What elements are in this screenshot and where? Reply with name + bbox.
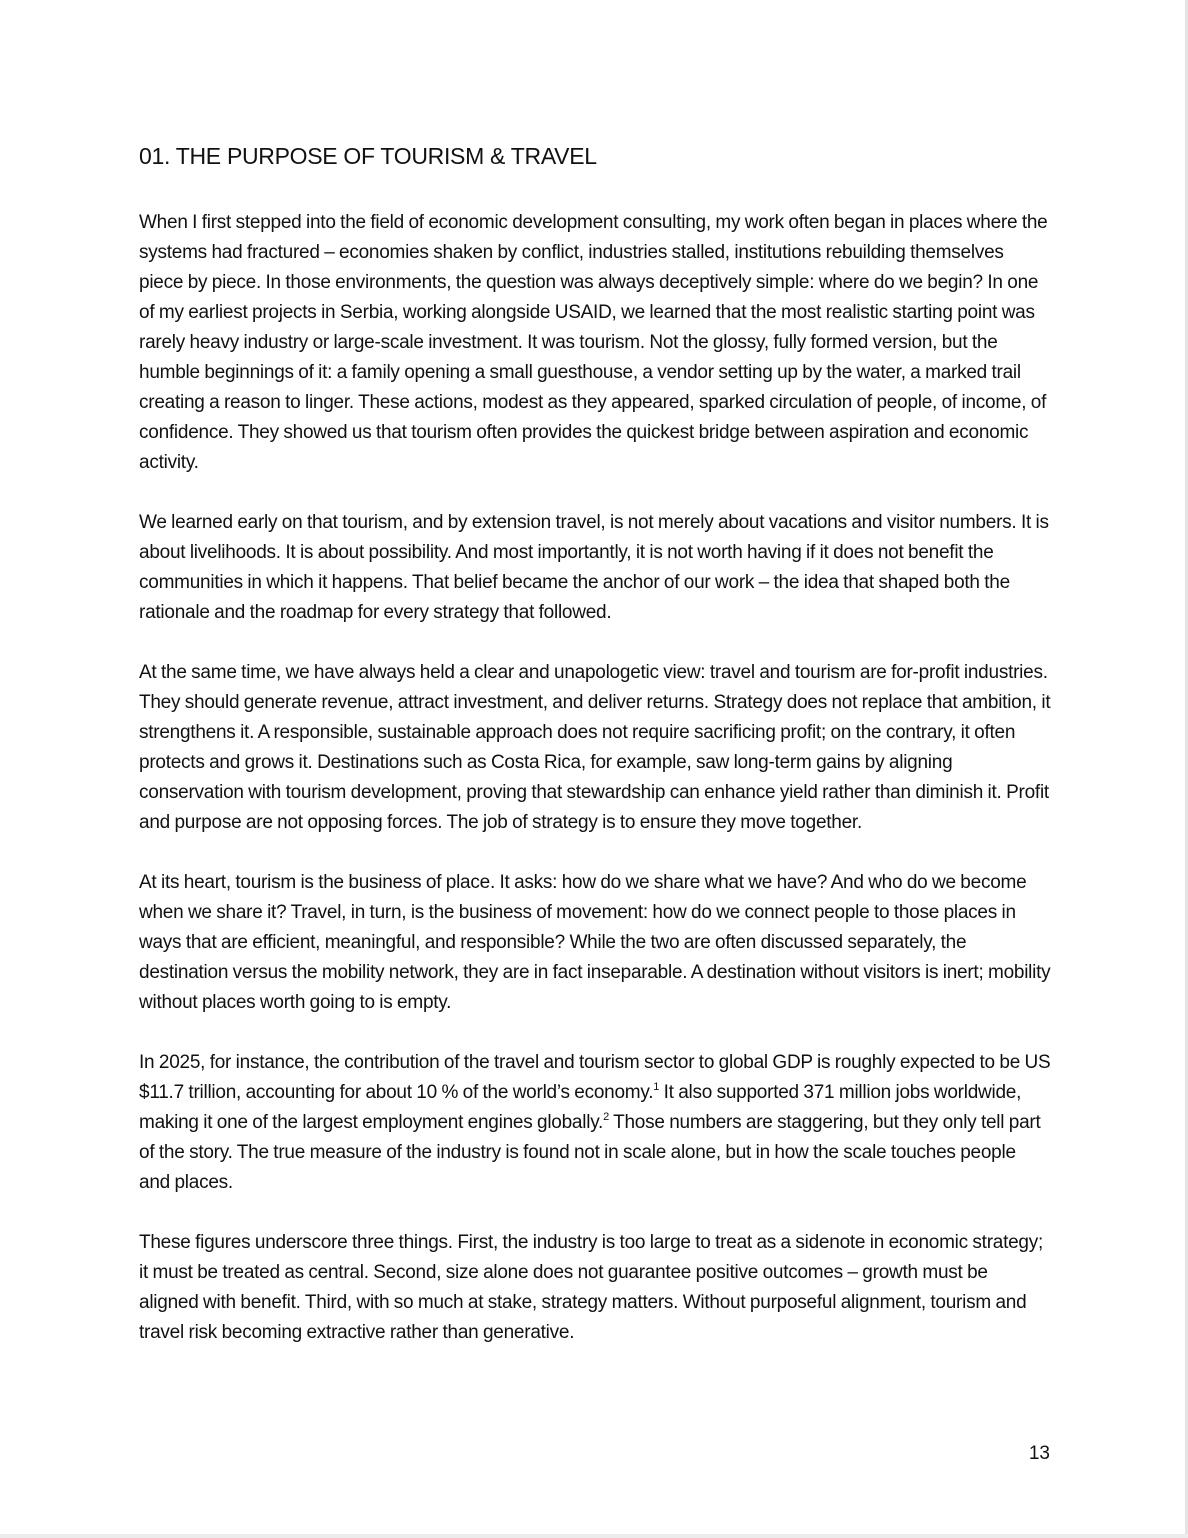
paragraph-5-part-1: In 2025, for instance, the contribution of the travel and tourism sector to global GDP is roughly expected to be US $11.7 trillion, accounting for about 10 % of the world’s economy. (139, 1052, 1051, 1103)
page-number: 13 (1028, 1443, 1050, 1464)
paragraph-6: These figures underscore three things. First, the industry is too large to treat as a sidenote in economic strategy; it must be treated as central. Second, size alone does not guarantee positive outcomes – growth must be aligned with benefit. Third, with so much at stake, strategy matters. Without purposeful alignment, tourism and travel risk becoming extractive rather than generative. (139, 1232, 1044, 1343)
paragraph-3: At the same time, we have always held a clear and unapologetic view: travel and tourism are for-profit industries. They should generate revenue, attract investment, and deliver returns. Strategy does not replace that ambition, it strengthens it. A responsible, sustainable approach does not require sacrificing profit; on the contrary, it often protects and grows it. Destinations such as Costa Rica, for example, saw long-term gains by aligning conservation with tourism development, proving that stewardship can enhance yield rather than diminish it. Profit and purpose are not opposing forces. The job of strategy is to ensure they move together. (139, 662, 1051, 833)
footnote-ref-1[interactable]: 1 (653, 1081, 660, 1093)
page-content (139, 140, 1051, 1378)
paragraph-5 (139, 1048, 1051, 1198)
paragraph-1: When I first stepped into the field of economic development consulting, my work often began in places where the systems had fractured – economies shaken by conflict, industries stalled, institutions rebuilding themselves piece by piece. In those environments, the question was always deceptively simple: where do we begin? In one of my earliest projects in Serbia, working alongside USAID, we learned that the most realistic starting point was rarely heavy industry or large-scale investment. It was tourism. Not the glossy, fully formed version, but the humble beginnings of it: a family opening a small guesthouse, a vendor setting up by the water, a marked trail creating a reason to linger. These actions, modest as they appeared, sparked circulation of people, of income, of confidence. They showed us that tourism often provides the quickest bridge between aspiration and economic activity. (139, 212, 1048, 473)
paragraph-5-part-3: Those numbers are staggering, but they only tell part of the story. The true measure of the industry is found not in scale alone, but in how the scale touches people and places. (139, 1112, 1041, 1193)
paragraph-4: At its heart, tourism is the business of place. It asks: how do we share what we have? And who do we become when we share it? Travel, in turn, is the business of movement: how do we connect people to those places in ways that are efficient, meaningful, and responsible? While the two are often discussed separately, the destination versus the mobility network, they are in fact inseparable. A destination without visitors is inert; mobility without places worth going to is empty. (139, 872, 1051, 1013)
footnote-ref-2[interactable]: 2 (603, 1111, 609, 1123)
paragraph-2: We learned early on that tourism, and by extension travel, is not merely about vacations and visitor numbers. It is about livelihoods. It is about possibility. And most importantly, it is not worth having if it does not benefit the communities in which it happens. That belief became the anchor of our work – the idea that shaped both the rationale and the roadmap for every strategy that followed. (139, 512, 1049, 623)
section-heading: 01. THE PURPOSE OF TOURISM & TRAVEL (139, 143, 597, 169)
page-bottom-edge (0, 1534, 1188, 1538)
paragraph-5-part-2: It also supported 371 million jobs worldwide, making it one of the largest employment engines globally. (139, 1082, 1022, 1133)
